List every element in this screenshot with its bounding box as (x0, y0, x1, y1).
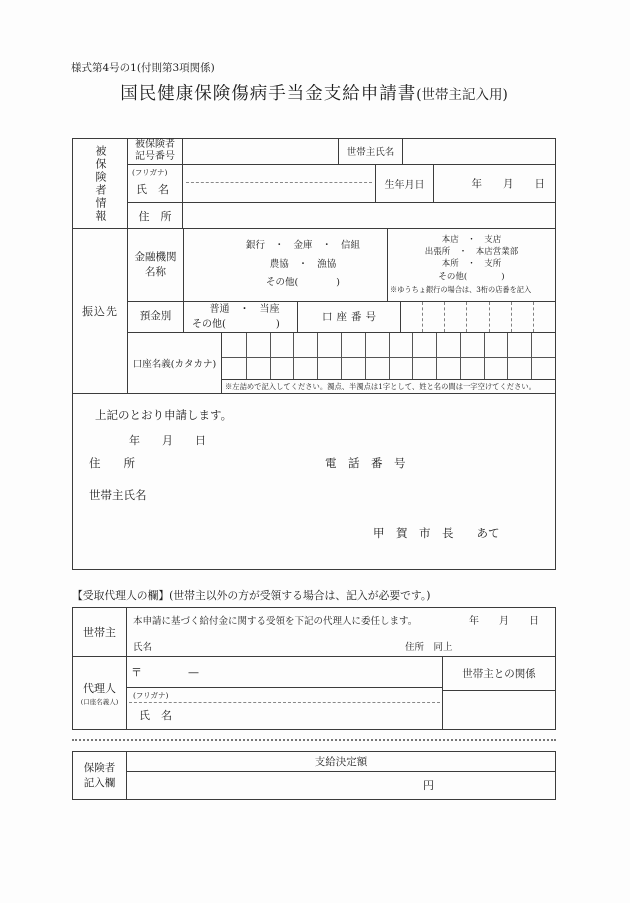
household-head-name-field[interactable] (403, 139, 555, 164)
institution-name-field[interactable] (184, 229, 388, 301)
proxy-name-label: 氏 名 (139, 709, 172, 722)
declaration-head-name-label: 世帯主氏名 (89, 488, 147, 502)
account-digit-box[interactable] (533, 302, 555, 333)
declaration-area (73, 394, 555, 569)
kana-box[interactable] (507, 333, 531, 358)
proxy-furigana-rule (129, 702, 440, 703)
yen-label: 円 (423, 779, 434, 792)
insured-address-label: 住 所 (128, 203, 183, 228)
delegator-address-same: 住所 同上 (405, 642, 453, 653)
insured-name-field[interactable] (183, 165, 376, 203)
account-digit-box[interactable] (422, 302, 444, 333)
title-main: 国民健康保険傷病手当金支給申請書 (120, 84, 417, 104)
declaration-statement: 上記のとおり申請します。 (95, 408, 233, 422)
institution-type-options: 銀行 ・ 金庫 ・ 信組 農協 ・ 漁協 その他( ) (245, 240, 360, 289)
account-digit-box[interactable] (466, 302, 488, 333)
proxy-sublabel: (口座名義人) (80, 698, 119, 706)
kana-box[interactable] (531, 333, 555, 358)
kana-box[interactable] (341, 358, 365, 379)
kana-box[interactable] (365, 333, 389, 358)
account-holder-kana-grid[interactable] (222, 333, 555, 380)
kana-box[interactable] (293, 358, 317, 379)
insured-number-field[interactable] (183, 139, 339, 164)
proxy-row (73, 657, 555, 729)
kana-box[interactable] (531, 358, 555, 379)
proxy-table (72, 607, 556, 730)
proxy-section-heading: 【受取代理人の欄】(世帯主以外の方が受領する場合は、記入が必要です。) (72, 589, 431, 602)
kana-box[interactable] (317, 333, 341, 358)
kana-box[interactable] (246, 358, 270, 379)
account-number-label: 口座番号 (298, 302, 401, 333)
title-suffix: (世帯主記入用) (416, 87, 508, 103)
kana-box[interactable] (389, 358, 413, 379)
insurer-section-label: 保険者 記入欄 (73, 752, 127, 799)
furigana-rule (186, 182, 372, 183)
deposit-type-label: 預金別 (128, 302, 184, 333)
kana-note: ※左詰めで記入してください。濁点、半濁点は1字として、姓と名の間は一字空けてください。 (225, 381, 536, 391)
kana-box[interactable] (389, 333, 413, 358)
kana-box[interactable] (412, 358, 436, 379)
page-title (72, 80, 556, 105)
kana-box[interactable] (293, 333, 317, 358)
delegation-date-field[interactable]: 年 月 日 (469, 616, 539, 627)
proxy-postal-field[interactable] (127, 657, 442, 688)
kana-box[interactable] (484, 333, 508, 358)
kana-box[interactable] (365, 358, 389, 379)
kana-box[interactable] (270, 358, 294, 379)
transfer-section (73, 229, 555, 394)
kana-box[interactable] (484, 358, 508, 379)
main-form-table (72, 138, 556, 570)
kana-box[interactable] (222, 333, 246, 358)
transfer-section-label: 振込先 (73, 229, 128, 393)
relation-label: 世帯主との関係 (443, 657, 555, 691)
addressee: 甲 賀 市 長 あて (373, 526, 500, 540)
kana-box[interactable] (412, 333, 436, 358)
kana-box[interactable] (246, 333, 270, 358)
postal-mark: 〒 (131, 666, 142, 679)
kana-box[interactable] (436, 333, 460, 358)
kana-box[interactable] (341, 333, 365, 358)
branch-type-cell[interactable] (388, 229, 555, 301)
account-holder-label: 口座名義(カタカナ) (128, 333, 222, 393)
household-head-name-label: 世帯主氏名 (339, 139, 403, 164)
kana-box[interactable] (460, 358, 484, 379)
kana-box[interactable] (507, 358, 531, 379)
insured-info-section (73, 139, 555, 229)
birthdate-field[interactable]: 年 月 日 (471, 178, 545, 190)
account-digit-box[interactable] (444, 302, 466, 333)
kana-box[interactable] (270, 333, 294, 358)
insured-address-field[interactable] (183, 203, 555, 228)
proxy-name-field[interactable] (127, 688, 442, 729)
kana-box[interactable] (317, 358, 341, 379)
deposit-type-options[interactable]: 普通 ・ 当座 その他( ) (184, 302, 298, 333)
delegation-row (73, 608, 555, 657)
yucho-note: ※ゆうちょ銀行の場合は、3桁の店番を記入 (390, 284, 532, 294)
decision-amount-label: 支給決定額 (127, 752, 555, 772)
account-digit-box[interactable] (489, 302, 511, 333)
account-number-field[interactable] (401, 302, 555, 333)
kana-box[interactable] (436, 358, 460, 379)
declaration-phone-label: 電 話 番 号 (325, 456, 406, 470)
institution-name-label: 金融機関 名称 (128, 229, 184, 301)
decision-amount-field[interactable] (127, 772, 555, 799)
kana-box[interactable] (222, 358, 246, 379)
account-digit-box[interactable] (401, 302, 422, 333)
delegator-name-label: 氏名 (133, 642, 153, 653)
insurer-table (72, 751, 556, 800)
relation-field[interactable] (443, 691, 555, 729)
declaration-date-field[interactable]: 年 月 日 (129, 434, 206, 447)
insured-name-label: (フリガナ) 氏 名 (128, 165, 183, 203)
proxy-household-head-label: 世帯主 (73, 608, 127, 656)
declaration-address-label: 住 所 (89, 456, 135, 470)
insured-number-label: 被保険者 記号番号 (128, 139, 183, 164)
postal-dash: — (188, 665, 199, 679)
kana-box[interactable] (460, 333, 484, 358)
furigana-label: (フリガナ) (132, 167, 168, 177)
dotted-separator (72, 739, 556, 741)
delegation-text: 本申請に基づく給付金に関する受領を下記の代理人に委任します。 (133, 616, 418, 627)
branch-type-options: 本店 ・ 支店 出張所 ・ 本店営業部 本所 ・ 支所 その他( ) (424, 234, 519, 282)
proxy-label: 代理人 (口座名義人) (73, 657, 127, 729)
insured-section-label: 被保険者情報 (73, 139, 128, 228)
account-digit-box[interactable] (511, 302, 533, 333)
form-number: 様式第4号の1(付則第3項関係) (71, 62, 215, 74)
proxy-furigana-label: (フリガナ) (133, 691, 169, 700)
birthdate-label: 生年月日 (376, 165, 434, 203)
